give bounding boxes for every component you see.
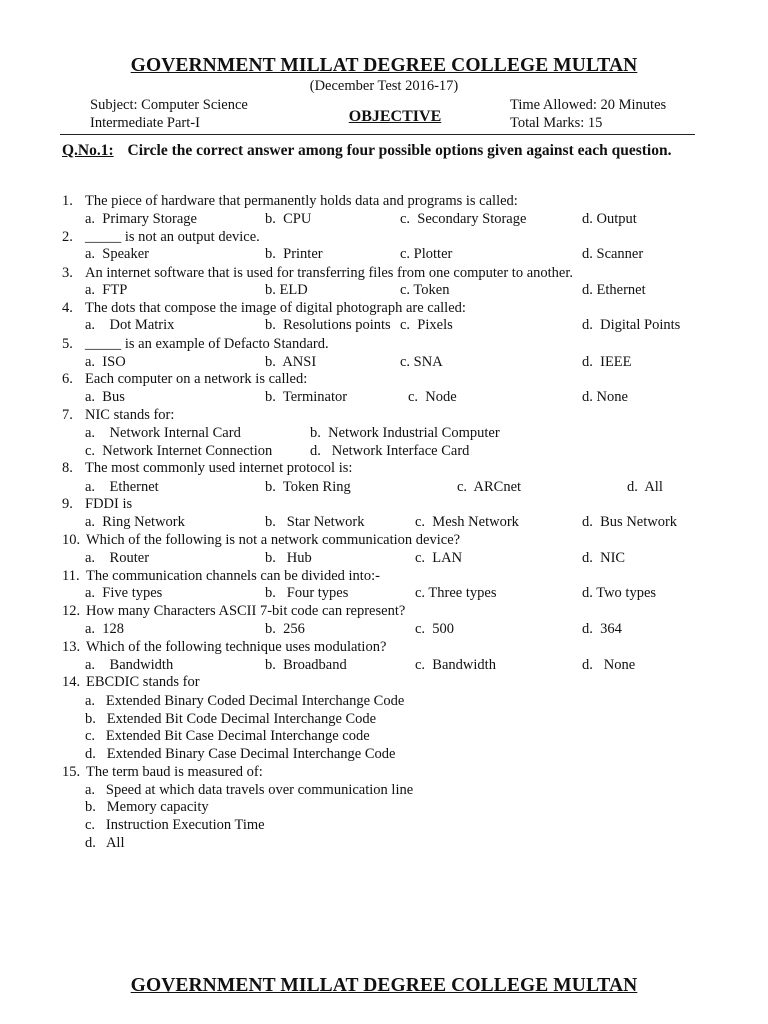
question-text: The term baud is measured of:	[86, 764, 263, 780]
answer-option: b. Star Network	[265, 514, 365, 530]
answer-option: a. Network Internal Card	[85, 425, 241, 441]
answer-option: c. Extended Bit Case Decimal Interchange code	[85, 728, 370, 744]
question-number: 1.	[62, 193, 73, 209]
question-number: 15.	[62, 764, 81, 780]
answer-option: d. Ethernet	[582, 282, 646, 298]
answer-option: d. IEEE	[582, 354, 632, 370]
answer-option: b. CPU	[265, 211, 312, 227]
answer-option: c. Three types	[415, 585, 497, 601]
answer-option: d. Extended Binary Case Decimal Interchange Code	[85, 746, 396, 762]
footer-college-title: GOVERNMENT MILLAT DEGREE COLLEGE MULTAN	[130, 975, 638, 996]
college-title: GOVERNMENT MILLAT DEGREE COLLEGE MULTAN	[130, 55, 638, 76]
answer-option: d. None	[582, 657, 636, 673]
answer-option: c. Node	[408, 389, 457, 405]
answer-option: b. Memory capacity	[85, 799, 209, 815]
section-title: OBJECTIVE	[348, 108, 442, 125]
test-name: (December Test 2016-17)	[309, 78, 459, 94]
total-marks: Total Marks: 15	[510, 115, 603, 131]
question-number: 8.	[62, 460, 73, 476]
answer-option: c. Bandwidth	[415, 657, 496, 673]
answer-option: a. Ring Network	[85, 514, 185, 530]
question-text: An internet software that is used for transferring files from one computer to another.	[85, 265, 574, 281]
answer-option: c. Pixels	[400, 317, 453, 333]
question-text: The dots that compose the image of digital photograph are called:	[85, 300, 466, 316]
answer-option: b. Resolutions points	[265, 317, 391, 333]
answer-option: a. Extended Binary Coded Decimal Interchange Code	[85, 693, 405, 709]
answer-option: a. Bus	[85, 389, 125, 405]
subject-label: Subject: Computer Science	[90, 97, 248, 113]
answer-option: c. Network Internet Connection	[85, 443, 273, 459]
answer-option: c. Plotter	[400, 246, 453, 262]
answer-option: a. Speaker	[85, 246, 150, 262]
answer-option: b. ANSI	[265, 354, 317, 370]
answer-option: c. ARCnet	[457, 479, 522, 495]
question-number: 5.	[62, 336, 73, 352]
answer-option: b. Terminator	[265, 389, 348, 405]
answer-option: d. All	[85, 835, 125, 851]
time-allowed: Time Allowed: 20 Minutes	[510, 97, 667, 113]
answer-option: b. Network Industrial Computer	[310, 425, 500, 441]
question-text: EBCDIC stands for	[86, 674, 200, 690]
answer-option: c. Token	[400, 282, 450, 298]
answer-option: d. None	[582, 389, 628, 405]
answer-option: d. Scanner	[582, 246, 644, 262]
question-number: 7.	[62, 407, 73, 423]
answer-option: b. Broadband	[265, 657, 347, 673]
answer-option: a. Router	[85, 550, 150, 566]
answer-option: c. SNA	[400, 354, 443, 370]
answer-option: a. Ethernet	[85, 479, 159, 495]
answer-option: c. LAN	[415, 550, 463, 566]
question-text: _____ is an example of Defacto Standard.	[85, 336, 329, 352]
question-text: The communication channels can be divided into:-	[86, 568, 380, 584]
answer-option: b. Four types	[265, 585, 349, 601]
answer-option: d. All	[627, 479, 663, 495]
answer-option: b. Hub	[265, 550, 312, 566]
answer-option: a. ISO	[85, 354, 126, 370]
answer-option: c. Secondary Storage	[400, 211, 527, 227]
question-text: The piece of hardware that permanently holds data and programs is called:	[85, 193, 518, 209]
answer-option: d. Output	[582, 211, 637, 227]
answer-option: c. Instruction Execution Time	[85, 817, 265, 833]
answer-option: b. ELD	[265, 282, 308, 298]
answer-option: b. 256	[265, 621, 305, 637]
question-number: 10.	[62, 532, 81, 548]
question-text: Which of the following is not a network communication device?	[86, 532, 461, 548]
answer-option: d. Two types	[582, 585, 657, 601]
answer-option: d. Digital Points	[582, 317, 681, 333]
answer-option: d. Bus Network	[582, 514, 678, 530]
class-label: Intermediate Part-I	[90, 115, 200, 131]
question-number: 12.	[62, 603, 81, 619]
answer-option: a. Bandwidth	[85, 657, 174, 673]
answer-option: a. Dot Matrix	[85, 317, 175, 333]
answer-option: b. Extended Bit Code Decimal Interchange Code	[85, 711, 377, 727]
answer-option: a. FTP	[85, 282, 128, 298]
answer-option: a. Primary Storage	[85, 211, 197, 227]
question-text: NIC stands for:	[85, 407, 175, 423]
answer-option: b. Token Ring	[265, 479, 351, 495]
answer-option: a. 128	[85, 621, 125, 637]
answer-option: c. Mesh Network	[415, 514, 519, 530]
answer-option: a. Five types	[85, 585, 163, 601]
question-number: 9.	[62, 496, 73, 512]
question-number: 3.	[62, 265, 73, 281]
header-divider	[60, 134, 695, 135]
question-text: _____ is not an output device.	[85, 229, 260, 245]
instruction-text: Circle the correct answer among four possible options given against each question.	[127, 142, 672, 159]
answer-option: c. 500	[415, 621, 455, 637]
answer-option: d. 364	[582, 621, 622, 637]
instruction	[62, 142, 671, 160]
question-text: The most commonly used internet protocol is:	[85, 460, 353, 476]
question-number: 2.	[62, 229, 73, 245]
answer-option: d. NIC	[582, 550, 626, 566]
question-number: 11.	[62, 568, 80, 584]
question-text: Which of the following technique uses modulation?	[86, 639, 387, 655]
question-text: How many Characters ASCII 7-bit code can represent?	[86, 603, 406, 619]
answer-option: d. Network Interface Card	[310, 443, 470, 459]
question-number: 4.	[62, 300, 73, 316]
question-label: Q.No.1:	[62, 142, 114, 159]
question-number: 6.	[62, 371, 73, 387]
question-text: FDDI is	[85, 496, 133, 512]
question-number: 14.	[62, 674, 81, 690]
question-number: 13.	[62, 639, 81, 655]
question-text: Each computer on a network is called:	[85, 371, 308, 387]
answer-option: b. Printer	[265, 246, 323, 262]
answer-option: a. Speed at which data travels over communication line	[85, 782, 414, 798]
